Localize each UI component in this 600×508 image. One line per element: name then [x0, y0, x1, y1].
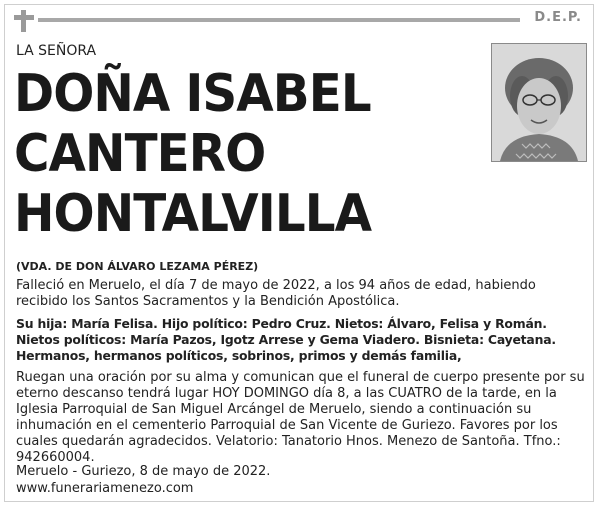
dep-label: D.E.P. — [534, 10, 582, 25]
widow-of: (VDA. DE DON ÁLVARO LEZAMA PÉREZ) — [16, 260, 259, 273]
name-line: DOÑA ISABEL — [14, 64, 371, 124]
portrait-image — [492, 44, 586, 161]
notice-footer — [16, 463, 270, 497]
header-rule — [38, 18, 520, 22]
website-link[interactable]: www.funerariamenezo.com — [16, 481, 194, 496]
title-prefix: LA SEÑORA — [16, 43, 97, 59]
family-paragraph: Su hija: María Felisa. Hijo político: Pedro Cruz. Nietos: Álvaro, Felisa y Román. Nietos políticos: María Pazos, Igotz Arrese y Gema Viadero. Bisnieta: Cayetana. Hermanos, hermanos políticos, sobrinos, primos y demás familia, — [16, 316, 556, 363]
death-paragraph: Falleció en Meruelo, el día 7 de mayo de 2022, a los 94 años de edad, habiendo recibido los Santos Sacramentos y la Bendición Apostólica. — [16, 278, 536, 309]
deceased-name — [14, 64, 442, 244]
place-date: Meruelo - Guriezo, 8 de mayo de 2022. — [16, 464, 271, 479]
portrait-photo — [491, 43, 587, 162]
name-line: CANTERO — [14, 124, 266, 184]
name-line: HONTALVILLA — [14, 184, 372, 244]
cross-icon — [14, 10, 34, 32]
notice-header — [14, 10, 588, 30]
funeral-paragraph: Ruegan una oración por su alma y comunican que el funeral de cuerpo presente por su eterno descanso tendrá lugar HOY DOMINGO día 8, a las CUATRO de la tarde, en la Iglesia Parroquial de San Miguel Arcángel de Meruelo, siendo a continuación su inhumación en el cementerio Parroquial de San Vicente de Guriezo. Favores por los cuales quedarán agradecidos. Velatorio: Tanatorio Hnos. Menezo de Santoña. Tfno.: 942660004. — [16, 370, 585, 465]
